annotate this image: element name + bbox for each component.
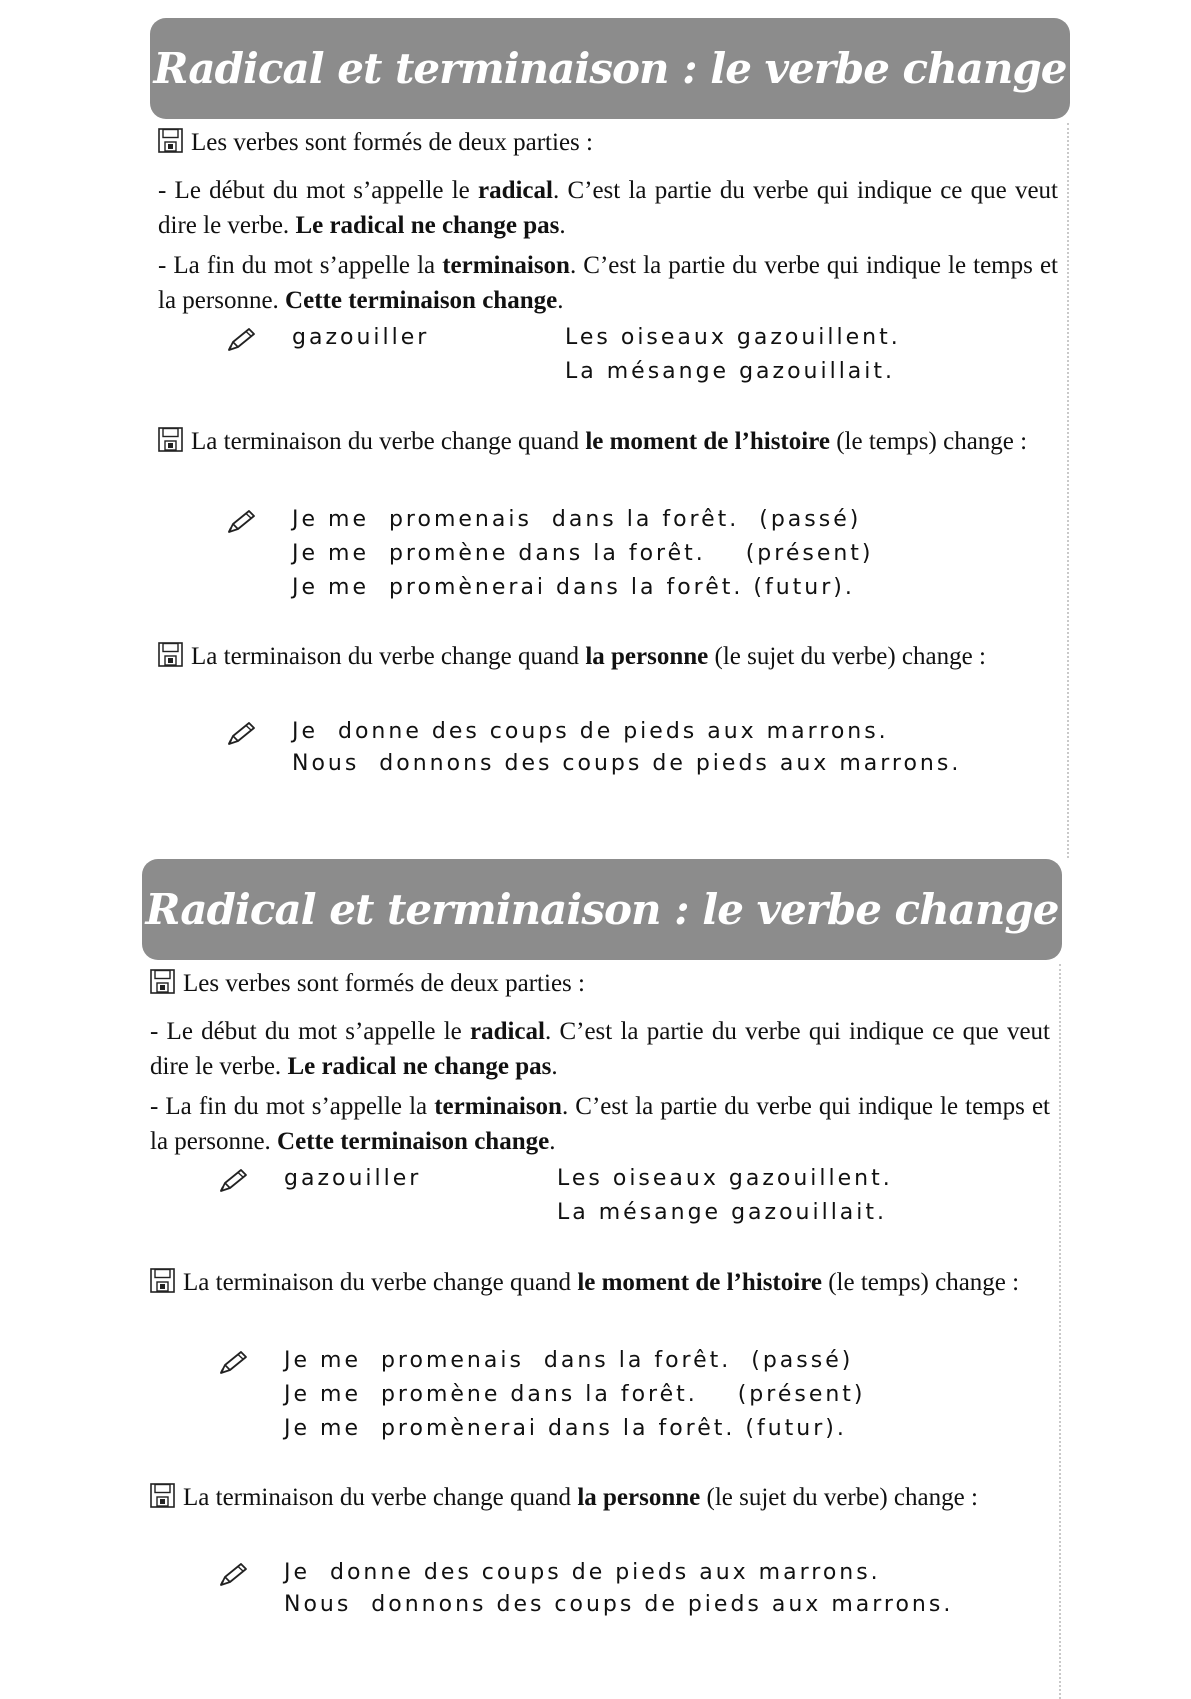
terminaison-term: terminaison — [442, 252, 570, 279]
terminaison-rule: Cette terminaison change — [285, 287, 558, 314]
tense-example-3: Je me promènerai dans la forêt. (futur). — [292, 575, 855, 600]
example-verb: gazouiller — [292, 325, 430, 350]
radical-text-2: . C’est la partie du verbe qui indique ce que veut dire le verbe. — [158, 177, 1058, 239]
moment-paragraph — [158, 424, 1058, 459]
lesson-card — [150, 18, 1070, 858]
tense-example-1: Je me promenais dans la forêt. (passé) — [292, 507, 862, 532]
floppy-disk-icon — [150, 1483, 175, 1508]
moment-end: (le temps) change : — [829, 428, 1028, 455]
person-example-1: Je donne des coups de pieds aux marrons. — [284, 1560, 881, 1585]
card-title: Radical et terminaison : le verbe change — [153, 44, 1067, 93]
terminaison-end: . — [557, 287, 564, 314]
radical-term: radical — [477, 177, 553, 204]
radical-end: . — [551, 1053, 558, 1080]
personne-paragraph — [158, 639, 1058, 674]
tense-example-1: Je me promenais dans la forêt. (passé) — [284, 1348, 854, 1373]
moment-text: La terminaison du verbe change quand — [191, 428, 586, 455]
floppy-disk-icon — [150, 1268, 175, 1293]
terminaison-paragraph — [158, 248, 1058, 318]
radical-end: . — [559, 212, 566, 239]
terminaison-text: - La fin du mot s’appelle la — [150, 1093, 435, 1120]
personne-end: (le sujet du verbe) change : — [708, 643, 986, 670]
moment-paragraph — [150, 1265, 1050, 1300]
example-sentence-1: Les oiseaux gazouillent. — [557, 1166, 893, 1191]
card-title: Radical et terminaison : le verbe change — [145, 885, 1059, 934]
radical-text: - Le début du mot s’appelle le — [150, 1018, 470, 1045]
terminaison-rule: Cette terminaison change — [277, 1128, 550, 1155]
pencil-icon — [225, 508, 257, 536]
personne-text: La terminaison du verbe change quand — [183, 1484, 578, 1511]
title-bar — [142, 859, 1062, 960]
personne-term: la personne — [585, 643, 709, 670]
personne-text: La terminaison du verbe change quand — [191, 643, 586, 670]
cut-line — [1067, 123, 1069, 858]
example-verb: gazouiller — [284, 1166, 422, 1191]
terminaison-paragraph — [150, 1089, 1050, 1159]
terminaison-text-2: . C’est la partie du verbe qui indique le temps et la personne. — [150, 1093, 1050, 1155]
floppy-disk-icon — [158, 642, 183, 667]
moment-term: le moment de l’histoire — [585, 428, 830, 455]
pencil-icon — [217, 1561, 249, 1589]
intro-text: Les verbes sont formés de deux parties : — [191, 129, 593, 156]
pencil-icon — [225, 720, 257, 748]
moment-term: le moment de l’histoire — [577, 1269, 822, 1296]
radical-paragraph — [158, 173, 1058, 243]
tense-example-2: Je me promène dans la forêt. (présent) — [292, 541, 874, 566]
moment-text: La terminaison du verbe change quand — [183, 1269, 578, 1296]
floppy-disk-icon — [158, 427, 183, 452]
tense-example-2: Je me promène dans la forêt. (présent) — [284, 1382, 866, 1407]
intro-section — [158, 125, 1058, 160]
person-example-2: Nous donnons des coups de pieds aux marrons. — [284, 1592, 954, 1617]
intro-text: Les verbes sont formés de deux parties : — [183, 970, 585, 997]
radical-text-2: . C’est la partie du verbe qui indique ce que veut dire le verbe. — [150, 1018, 1050, 1080]
person-example-2: Nous donnons des coups de pieds aux marrons. — [292, 751, 962, 776]
title-bar — [150, 18, 1070, 119]
radical-rule: Le radical ne change pas — [287, 1053, 552, 1080]
lesson-card — [142, 859, 1062, 1699]
pencil-icon — [217, 1349, 249, 1377]
radical-text: - Le début du mot s’appelle le — [158, 177, 478, 204]
floppy-disk-icon — [158, 128, 183, 153]
cut-line — [1059, 964, 1061, 1699]
terminaison-end: . — [549, 1128, 556, 1155]
radical-term: radical — [469, 1018, 545, 1045]
personne-term: la personne — [577, 1484, 701, 1511]
personne-paragraph — [150, 1480, 1050, 1515]
example-sentence-1: Les oiseaux gazouillent. — [565, 325, 901, 350]
floppy-disk-icon — [150, 969, 175, 994]
person-example-1: Je donne des coups de pieds aux marrons. — [292, 719, 889, 744]
terminaison-text-2: . C’est la partie du verbe qui indique le temps et la personne. — [158, 252, 1058, 314]
example-sentence-2: La mésange gazouillait. — [565, 359, 896, 384]
example-sentence-2: La mésange gazouillait. — [557, 1200, 888, 1225]
tense-example-3: Je me promènerai dans la forêt. (futur). — [284, 1416, 847, 1441]
moment-end: (le temps) change : — [821, 1269, 1020, 1296]
pencil-icon — [217, 1167, 249, 1195]
radical-paragraph — [150, 1014, 1050, 1084]
radical-rule: Le radical ne change pas — [295, 212, 560, 239]
intro-section — [150, 966, 1050, 1001]
personne-end: (le sujet du verbe) change : — [700, 1484, 978, 1511]
pencil-icon — [225, 326, 257, 354]
terminaison-text: - La fin du mot s’appelle la — [158, 252, 443, 279]
terminaison-term: terminaison — [434, 1093, 562, 1120]
